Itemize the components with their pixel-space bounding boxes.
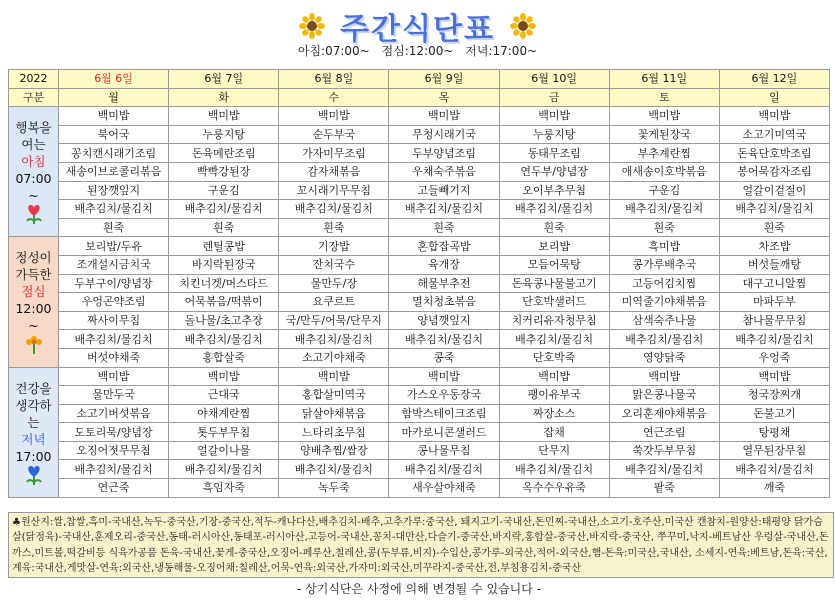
breakfast-row — [9, 107, 830, 126]
day-cell: 화 — [169, 88, 279, 107]
menu-item-cell: 백미밥 — [59, 107, 169, 126]
day-cell: 월 — [59, 88, 169, 107]
menu-item-cell: 배추김치/물김치 — [609, 200, 719, 219]
menu-item-cell: 순두부국 — [279, 125, 389, 144]
menu-item-cell: 고들빼기지 — [389, 181, 499, 200]
menu-item-cell: 새송이브로콜리볶음 — [59, 162, 169, 181]
page-title: 주간식단표 — [340, 12, 495, 47]
menu-item-cell: 백미밥 — [59, 367, 169, 386]
side-label-line: 정성이 — [15, 250, 52, 266]
menu-item-cell: 도토리묵/양념장 — [59, 423, 169, 442]
menu-item-cell: 닭살야채볶음 — [279, 404, 389, 423]
menu-item-cell: 우엉곤약조림 — [59, 293, 169, 312]
dinner-row — [9, 367, 830, 386]
lunch-row — [9, 255, 830, 274]
menu-item-cell: 가스오우동장국 — [389, 386, 499, 405]
menu-item-cell: 배추김치/물김치 — [719, 330, 829, 349]
breakfast-row — [9, 144, 830, 163]
menu-item-cell: 양념깻잎지 — [389, 311, 499, 330]
breakfast-side-label — [9, 107, 59, 237]
menu-item-cell: 단호박샐러드 — [499, 293, 609, 312]
lunch-time: 점심:12:00~ — [381, 44, 454, 58]
menu-item-cell: 녹두죽 — [279, 479, 389, 498]
dinner-time: 저녁:17:00~ — [465, 44, 538, 58]
menu-item-cell: 잔치국수 — [279, 255, 389, 274]
menu-item-cell: 연근조림 — [609, 423, 719, 442]
menu-item-cell: 된장깻잎지 — [59, 181, 169, 200]
menu-item-cell: 돈육단호박조림 — [719, 144, 829, 163]
menu-item-cell: 흑임자죽 — [169, 479, 279, 498]
menu-table — [8, 69, 830, 498]
breakfast-row — [9, 125, 830, 144]
side-label-line: 저녁 — [21, 431, 46, 447]
menu-item-cell: 양배추찜/쌈장 — [279, 441, 389, 460]
side-label-line: ~ — [28, 318, 39, 334]
menu-item-cell: 배추김치/물김치 — [59, 200, 169, 219]
day-row — [9, 88, 830, 107]
menu-item-cell: 치커리유자청무침 — [499, 311, 609, 330]
lunch-row — [9, 348, 830, 367]
day-cell: 일 — [719, 88, 829, 107]
menu-item-cell: 흰죽 — [59, 218, 169, 237]
menu-item-cell: 참나물무무침 — [719, 311, 829, 330]
menu-item-cell: 배추김치/물김치 — [279, 460, 389, 479]
menu-item-cell: 오리훈제야채볶음 — [609, 404, 719, 423]
menu-item-cell: 버섯야채죽 — [59, 348, 169, 367]
menu-item-cell: 배추김치/물김치 — [719, 460, 829, 479]
menu-item-cell: 얼갈이겉절이 — [719, 181, 829, 200]
side-label-line: 건강을 — [15, 380, 52, 396]
menu-item-cell: 어묵볶음/떡볶이 — [169, 293, 279, 312]
menu-item-cell: 꽁치캔시래기조림 — [59, 144, 169, 163]
date-cell: 6월 6일 — [59, 70, 169, 89]
menu-item-cell: 구운김 — [169, 181, 279, 200]
menu-item-cell: 흰죽 — [609, 218, 719, 237]
menu-item-cell: 꽃게된장국 — [609, 125, 719, 144]
menu-item-cell: 연근죽 — [59, 479, 169, 498]
menu-item-cell: 두부구이/양념장 — [59, 274, 169, 293]
breakfast-row — [9, 162, 830, 181]
menu-item-cell: 조개설시금치국 — [59, 255, 169, 274]
menu-item-cell: 배추김치/물김치 — [169, 200, 279, 219]
menu-item-cell: 마카로니콘샐러드 — [389, 423, 499, 442]
menu-item-cell: 얼갈이나물 — [169, 441, 279, 460]
menu-item-cell: 봉어묵감자조림 — [719, 162, 829, 181]
menu-item-cell: 소고기버섯볶음 — [59, 404, 169, 423]
menu-item-cell: 빡빡강된장 — [169, 162, 279, 181]
menu-item-cell: 바지락된장국 — [169, 255, 279, 274]
side-label-line: 아침 — [21, 154, 46, 170]
menu-item-cell: 애새송이호박볶음 — [609, 162, 719, 181]
side-label-line: 가득한 — [15, 267, 52, 283]
menu-item-cell: 가자미무조림 — [279, 144, 389, 163]
side-label-line: 여는 — [21, 137, 46, 153]
menu-item-cell: 기장밥 — [279, 237, 389, 256]
menu-item-cell: 배추김치/물김치 — [499, 330, 609, 349]
lunch-row — [9, 330, 830, 349]
menu-item-cell: 배추김치/물김치 — [389, 200, 499, 219]
menu-item-cell: 오징어젓무무침 — [59, 441, 169, 460]
menu-item-cell: 배추김치/물김치 — [719, 200, 829, 219]
sunflower-icon — [510, 13, 536, 39]
menu-item-cell: 요쿠르트 — [279, 293, 389, 312]
menu-item-cell: 누룽지탕 — [499, 125, 609, 144]
menu-item-cell: 차조밥 — [719, 237, 829, 256]
date-cell: 6월 9일 — [389, 70, 499, 89]
side-label-line: 07:00 — [15, 171, 52, 187]
menu-item-cell: 해물부추전 — [389, 274, 499, 293]
menu-item-cell: 느타리초무침 — [279, 423, 389, 442]
menu-item-cell: 배추김치/물김치 — [389, 330, 499, 349]
menu-item-cell: 누룽지탕 — [169, 125, 279, 144]
menu-item-cell: 감자채볶음 — [279, 162, 389, 181]
menu-item-cell: 우엉죽 — [719, 348, 829, 367]
category-label: 구분 — [9, 88, 59, 107]
menu-item-cell: 탕평채 — [719, 423, 829, 442]
menu-item-cell: 백미밥 — [609, 367, 719, 386]
menu-item-cell: 옥수수우유죽 — [499, 479, 609, 498]
menu-item-cell: 열무된장무침 — [719, 441, 829, 460]
breakfast-row — [9, 200, 830, 219]
menu-item-cell: 소고기야채죽 — [279, 348, 389, 367]
side-label-line: 12:00 — [15, 301, 52, 317]
menu-item-cell: 흰죽 — [279, 218, 389, 237]
menu-item-cell: 배추김치/물김치 — [59, 330, 169, 349]
menu-item-cell: 단호박죽 — [499, 348, 609, 367]
menu-item-cell: 홍합살죽 — [169, 348, 279, 367]
menu-item-cell: 짜사이무침 — [59, 311, 169, 330]
heart-plant-icon — [23, 204, 45, 224]
menu-item-cell: 배추김치/물김치 — [389, 460, 499, 479]
menu-item-cell: 돈육메란조림 — [169, 144, 279, 163]
menu-item-cell: 야채계란찜 — [169, 404, 279, 423]
menu-item-cell: 백미밥 — [719, 107, 829, 126]
heart-plant-icon — [23, 465, 45, 485]
menu-item-cell: 단무지 — [499, 441, 609, 460]
lunch-row — [9, 237, 830, 256]
menu-item-cell: 잡채 — [499, 423, 609, 442]
date-row — [9, 70, 830, 89]
dinner-row — [9, 479, 830, 498]
menu-item-cell: 흰죽 — [499, 218, 609, 237]
lunch-row — [9, 311, 830, 330]
flower-icon — [23, 334, 45, 354]
breakfast-row — [9, 218, 830, 237]
dinner-row — [9, 441, 830, 460]
menu-item-cell: 렌틸콩밥 — [169, 237, 279, 256]
dinner-side-label — [9, 367, 59, 497]
menu-item-cell: 백미밥 — [389, 107, 499, 126]
breakfast-row — [9, 181, 830, 200]
menu-item-cell: 버섯들깨탕 — [719, 255, 829, 274]
menu-item-cell: 함박스테이크조림 — [389, 404, 499, 423]
dinner-row — [9, 460, 830, 479]
menu-item-cell: 돈불고기 — [719, 404, 829, 423]
menu-item-cell: 근대국 — [169, 386, 279, 405]
menu-item-cell: 고등어김치찜 — [609, 274, 719, 293]
menu-item-cell: 콩나물무침 — [389, 441, 499, 460]
menu-item-cell: 배추김치/물김치 — [499, 200, 609, 219]
dinner-row — [9, 423, 830, 442]
menu-item-cell: 부추계란찜 — [609, 144, 719, 163]
menu-item-cell: 국/만두/어묵/단무지 — [279, 311, 389, 330]
menu-item-cell: 미역줄기야채볶음 — [609, 293, 719, 312]
menu-item-cell: 대구고니알찜 — [719, 274, 829, 293]
lunch-side-label — [9, 237, 59, 367]
menu-item-cell: 백미밥 — [279, 107, 389, 126]
menu-item-cell: 배추김치/물김치 — [169, 460, 279, 479]
day-cell: 목 — [389, 88, 499, 107]
menu-item-cell: 배추김치/물김치 — [609, 330, 719, 349]
menu-item-cell: 톳두부무침 — [169, 423, 279, 442]
menu-item-cell: 배추김치/물김치 — [609, 460, 719, 479]
menu-item-cell: 백미밥 — [279, 367, 389, 386]
menu-item-cell: 흑미밥 — [609, 237, 719, 256]
menu-item-cell: 백미밥 — [499, 367, 609, 386]
menu-item-cell: 흰죽 — [719, 218, 829, 237]
menu-item-cell: 백미밥 — [169, 107, 279, 126]
date-cell: 6월 10일 — [499, 70, 609, 89]
side-label-line: 행복을 — [15, 120, 52, 136]
menu-item-cell: 치킨너겟/머스타드 — [169, 274, 279, 293]
menu-item-cell: 깨죽 — [719, 479, 829, 498]
menu-item-cell: 우채숙주볶음 — [389, 162, 499, 181]
menu-item-cell: 멸치청초볶음 — [389, 293, 499, 312]
dinner-row — [9, 386, 830, 405]
dinner-row — [9, 404, 830, 423]
day-cell: 금 — [499, 88, 609, 107]
side-label-line: ~ — [28, 188, 39, 204]
menu-item-cell: 육개장 — [389, 255, 499, 274]
menu-item-cell: 돌나물/초고추장 — [169, 311, 279, 330]
menu-item-cell: 무청시래기국 — [389, 125, 499, 144]
menu-item-cell: 보리밥 — [499, 237, 609, 256]
menu-item-cell: 북어국 — [59, 125, 169, 144]
menu-item-cell: 영양닭죽 — [609, 348, 719, 367]
menu-item-cell: 물만두/장 — [279, 274, 389, 293]
menu-item-cell: 백미밥 — [609, 107, 719, 126]
menu-item-cell: 청국장찌개 — [719, 386, 829, 405]
meal-times — [0, 42, 835, 59]
menu-item-cell: 마파두부 — [719, 293, 829, 312]
menu-item-cell: 쑥갓두부무침 — [609, 441, 719, 460]
menu-item-cell: 보리밥/두유 — [59, 237, 169, 256]
side-label-line: 생각하 — [15, 397, 52, 413]
side-label-line: 는 — [27, 414, 40, 430]
origin-note: ♣원산지:쌀,찹쌀,흑미-국내산,녹두-중국산,기장-중국산,적두-캐나다산,배추김치-배추,고추가루:중국산, 돼지고기-국내산,돈민찌-국내산,소고기-호주산,미국산 캔참치-원양산:태평양 닭가슴살(닭정육)-국내산,훈제오리-중국산,동태-러시아산,동태포-러시아산,고등어-국내산,꽁치-대만산,다슬기-중국산,바지락,홍합살-중국산,바지락-중국산, 쭈꾸미,낙지-베트남산 우렁살-국내산,돈까스,미트볼,떡갈비등 식육가공품 돈육-국내산,꽃게-중국산,오징어-페루산,칠레산,콩(두부류,비지)-수입산,콩가루-외국산,적어-외국산,햄-돈육:미국산,국내산, 소세지-연육:베트남,돈육:국산,계육:국내산,게맛살-연육:외국산,냉동해물-오징어채:칠레산,어묵-연육:외국산,가자미:외국산,미꾸라지-중국산,전,부침용김치-중국산 — [8, 512, 834, 578]
menu-item-cell: 백미밥 — [169, 367, 279, 386]
menu-item-cell: 짜장소스 — [499, 404, 609, 423]
date-cell: 6월 12일 — [719, 70, 829, 89]
menu-item-cell: 백미밥 — [389, 367, 499, 386]
menu-item-cell: 꼬시래기무무침 — [279, 181, 389, 200]
menu-item-cell: 맑은콩나물국 — [609, 386, 719, 405]
menu-item-cell: 홍합살미역국 — [279, 386, 389, 405]
menu-item-cell: 배추김치/물김치 — [169, 330, 279, 349]
year-cell: 2022 — [9, 70, 59, 89]
menu-item-cell: 소고기미역국 — [719, 125, 829, 144]
menu-item-cell: 백미밥 — [499, 107, 609, 126]
menu-item-cell: 연두부/양념장 — [499, 162, 609, 181]
day-cell: 토 — [609, 88, 719, 107]
day-cell: 수 — [279, 88, 389, 107]
menu-item-cell: 흰죽 — [169, 218, 279, 237]
menu-item-cell: 새우살야채죽 — [389, 479, 499, 498]
menu-item-cell: 구운김 — [609, 181, 719, 200]
menu-item-cell: 삼색숙주나물 — [609, 311, 719, 330]
side-label-line: 점심 — [21, 284, 46, 300]
menu-item-cell: 팥죽 — [609, 479, 719, 498]
menu-item-cell: 돈육콩나물불고기 — [499, 274, 609, 293]
menu-item-cell: 동태무조림 — [499, 144, 609, 163]
menu-item-cell: 콩가루배추국 — [609, 255, 719, 274]
date-cell: 6월 7일 — [169, 70, 279, 89]
menu-item-cell: 배추김치/물김치 — [279, 330, 389, 349]
menu-body — [9, 107, 830, 497]
lunch-row — [9, 274, 830, 293]
menu-item-cell: 배추김치/물김치 — [499, 460, 609, 479]
menu-item-cell: 배추김치/물김치 — [279, 200, 389, 219]
menu-item-cell: 콩죽 — [389, 348, 499, 367]
lunch-row — [9, 293, 830, 312]
menu-item-cell: 배추김치/물김치 — [59, 460, 169, 479]
menu-item-cell: 물만두국 — [59, 386, 169, 405]
footer-note: - 상기식단은 사정에 의해 변경될 수 있습니다 - — [296, 582, 542, 596]
menu-item-cell: 팽이유부국 — [499, 386, 609, 405]
menu-item-cell: 오이부추무침 — [499, 181, 609, 200]
menu-item-cell: 두부양념조림 — [389, 144, 499, 163]
menu-item-cell: 모듬어묵탕 — [499, 255, 609, 274]
page-header — [0, 0, 835, 66]
sunflower-icon — [299, 13, 325, 39]
menu-item-cell: 백미밥 — [719, 367, 829, 386]
menu-item-cell: 흰죽 — [389, 218, 499, 237]
date-cell: 6월 11일 — [609, 70, 719, 89]
menu-item-cell: 혼합잡곡밥 — [389, 237, 499, 256]
breakfast-time: 아침:07:00~ — [297, 44, 370, 58]
side-label-line: 17:00 — [15, 448, 52, 464]
date-cell: 6월 8일 — [279, 70, 389, 89]
